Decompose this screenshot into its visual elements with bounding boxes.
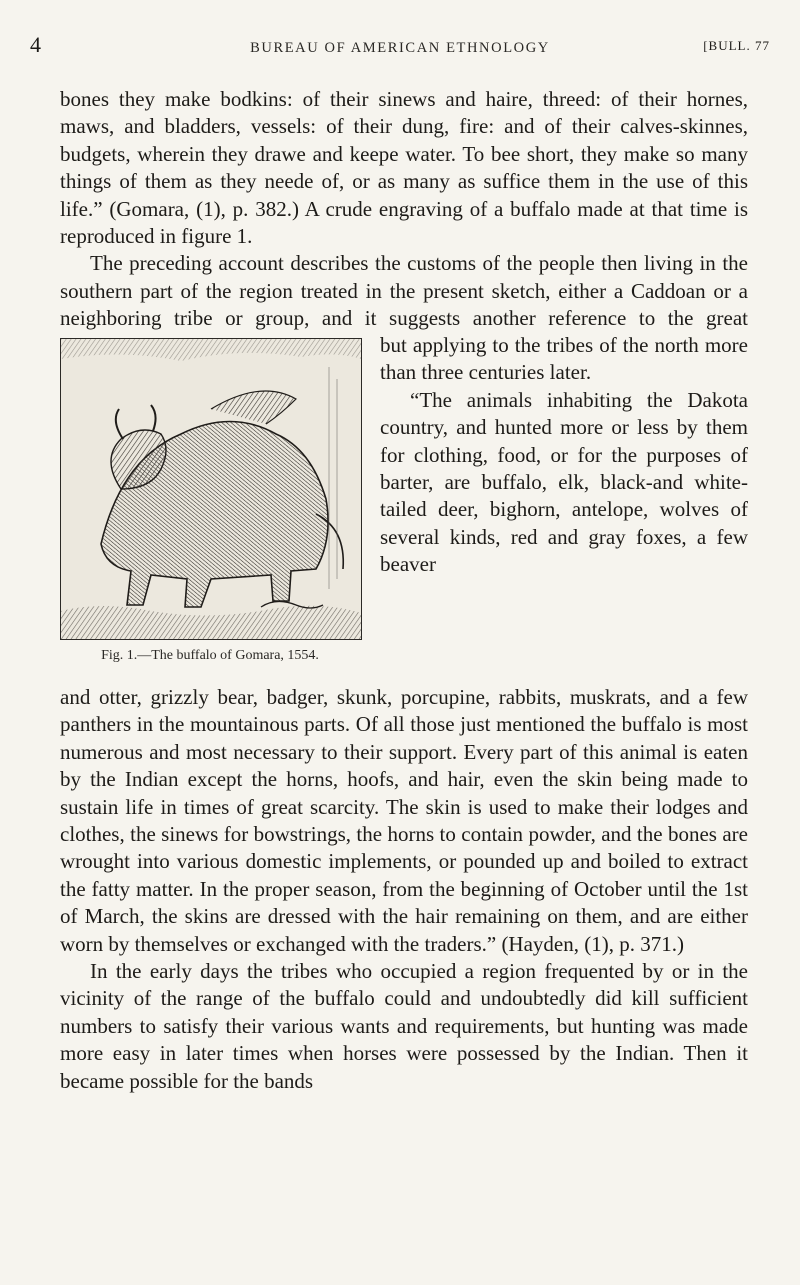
body-text-top [60, 86, 748, 360]
page-number: 4 [30, 32, 41, 57]
page-header [30, 32, 770, 60]
paragraph-preceding-account: The preceding account describes the customs of the people then living in the southern part of the region treated in the present sketch, either a Caddoan or a neighboring tribe or group, and it suggests another reference to the great [60, 251, 748, 331]
paragraph-hayden-quote-start: “The animals inhabiting the Dakota country, and hunted more or less by them for clothing, food, or for the purposes of barter, are buffalo, elk, black-and white-tailed deer, bighorn, antelope, wolves of several kinds, red and gray foxes, a few beaver [380, 387, 748, 577]
running-head: BUREAU OF AMERICAN ETHNOLOGY [250, 40, 550, 56]
paragraph-hayden-quote-cont: and otter, grizzly bear, badger, skunk, porcupine, rabbits, muskrats, and a few panthers in the mountainous parts. Of all those just mentioned the buffalo is most numerous and most necessary to their support. Every part of this animal is eaten by the Indian except the horns, hoofs, and hair, even the skin being made to sustain life in times of great scarcity. The skin is used to make their lodges and clothes, the sinews for bowstrings, the horns to contain powder, and the bones are wrought into various domestic implements, or pounded up and boiled to extract the fatty matter. In the proper season, from the beginning of October until the 1st of March, the skins are dressed with the hair remaining on them, and are either worn by themselves or exchanged with the traders.” (Hayden, (1), p. 371.) [60, 685, 748, 956]
paragraph-applying-north: but applying to the tribes of the north more than three centuries later. [380, 333, 748, 385]
figure-buffalo-engraving [60, 338, 362, 640]
body-text-bottom [60, 684, 748, 1095]
buffalo-engraving-image [61, 339, 361, 639]
body-text-beside-figure [380, 332, 748, 579]
bulletin-reference: [BULL. 77 [703, 38, 770, 53]
figure-caption: Fig. 1.—The buffalo of Gomara, 1554. [101, 648, 319, 663]
paragraph-gomara-quote: bones they make bodkins: of their sinews and haire, threed: of their hornes, maws, and bladders, vessels: of their dung, fire: and of their calves-skinnes, budgets, wherein they drawe and keepe water. To bee short, they make so many things of them as they neede of, or as many as suffice them in the use of this life.” (Gomara, (1), p. 382.) A crude engraving of a buffalo made at that time is reproduced in figure 1. [60, 87, 748, 249]
paragraph-early-days: In the early days the tribes who occupied a region frequented by or in the vicinity of the range of the buffalo could and undoubtedly did kill sufficient numbers to satisfy their various wants and requirements, but hunting was made more easy in later times when horses were possessed by the Indian. Then it became possible for the bands [60, 959, 748, 1093]
